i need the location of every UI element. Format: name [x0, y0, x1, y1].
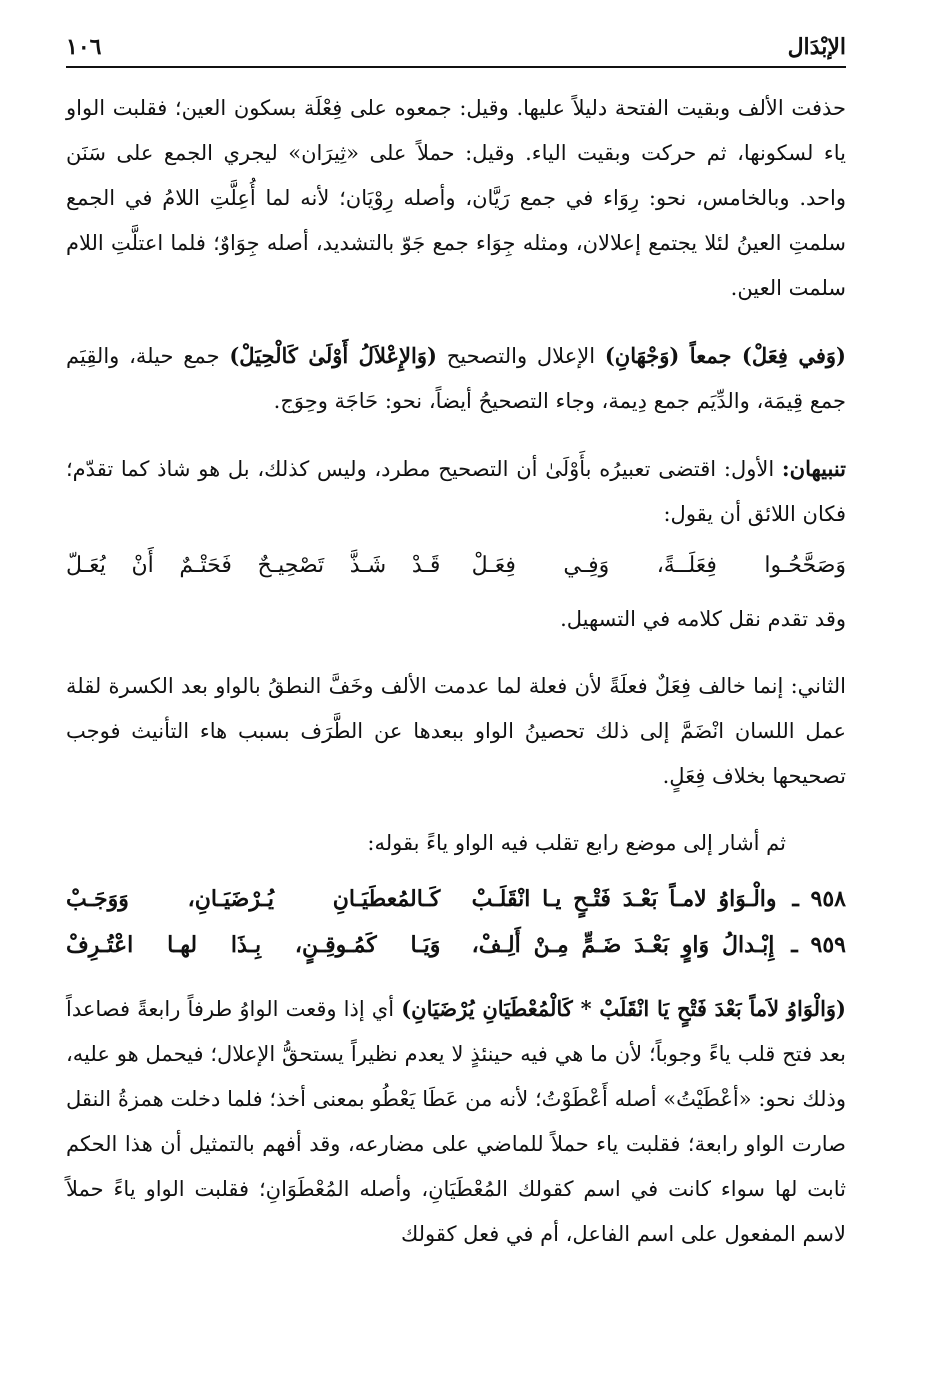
notes-heading: تنبيهان:: [781, 456, 846, 481]
paragraph-2: [66, 333, 846, 424]
verse-first-hemistich: وَصَحَّحُـوا فِعَلَــةً، وَفِـي فِعَـلْ: [471, 553, 846, 578]
verse-first-hemistich: [472, 876, 846, 922]
paragraph-text: الثاني: إنما خالف فِعَلٌ فعلَةً لأن فعلة لما عدمت الألف وخَفَّ النطقُ بالواو بعد الكسرة لقلة عمل اللسان انْضَمَّ إلى ذلك تحصينُ الواو ببعدها عن الطَّرَف بسبب هاء التأنيث فوجب تصحيحها بخلاف فِعَلٍ.: [66, 674, 846, 788]
paragraph-text: وقد تقدم نقل كلامه في التسهيل.: [560, 607, 846, 631]
commentary-text: الإعلال والتصحيح: [436, 344, 605, 368]
verse-second-hemistich: كَـالمُعطَيَـانِ يُـرْضَيَـانِ، وَوَجَـبْ: [66, 886, 441, 912]
commentary-text: الأول: اقتضى تعبيرُه بأَوْلَىٰ أن التصحيح مطرد، وليس كذلك، بل هو شاذ كما تقدّم؛ فكان اللائق أن يقول:: [66, 457, 846, 526]
paragraph-7: [66, 986, 846, 1257]
alfiya-verse-959: [66, 922, 846, 968]
alfiya-verse-958: [66, 876, 846, 922]
paragraph-5: [66, 664, 846, 799]
paragraph-text: حذفت الألف وبقيت الفتحة دليلاً عليها. وقيل: جمعوه على فِعْلَة بسكون العين؛ فقلبت الواو ياء لسكونها، ثم حركت وبقيت الياء. وقيل: حملاً على «ثِيرَان» ليجري الجمع على سَنَن واحد. وبالخامس، نحو: رِوَاء في جمع رَيَّان، وأصله رِوْيَان؛ لأنه لما أُعِلَّتِ اللامُ في الجمع سلمتِ العينُ لئلا يجتمع إعلالان، ومثله جِوَاء جمع جَوّ بالتشديد، أصله جِوَاوٌ؛ فلما اعتلَّتِ اللام سلمت العين.: [66, 96, 846, 300]
verse-text: والْـوَاوُ لامـاً بَعْـدَ فَتْـحٍ يـا انْقَلَـبْ: [471, 886, 777, 912]
matn-quote: (وَالإِعْلاَلُ أَوْلَىٰ كَالْحِيَلْ): [229, 343, 437, 368]
commentary-text: أي إذا وقعت الواوُ طرفاً رابعةً فصاعداً بعد فتح قلب ياءً وجوباً؛ لأن ما هي فيه حينئذٍ لا يعدم نظيراً يستحقُّ الإعلال؛ فيحمل هو عليه، وذلك نحو: «أعْطَيْتُ» أصله أَعْطَوْتُ؛ لأنه من عَطَا يَعْطُو بمعنى أخذ؛ فلما دخلت همزةُ النقل صارت الواو رابعة؛ فقلبت ياء حملاً للماضي على مضارعه، وقد أفهم بالتمثيل أن هذا الحكم ثابت لها سواء كانت في اسم كقولك المُعْطَيَانِ، وأصله المُعْطَوَانِ؛ فقلبت الواو ياءً حملاً لاسم المفعول على اسم الفاعل، أم في فعل كقولك: [66, 997, 846, 1246]
paragraph-text: [66, 986, 846, 1257]
paragraph-4: [66, 597, 846, 642]
page-number: ١٠٦: [66, 34, 102, 60]
paragraph-text: ثم أشار إلى موضع رابع تقلب فيه الواو ياءً بقوله:: [367, 831, 786, 855]
matn-quote: (وَالْوَاوُ لاَماً بَعْدَ فَتْحٍ يَا انْقَلَبْ * كَالْمُعْطَيَانِ يُرْضَيَانِ): [401, 996, 846, 1021]
verse-text: إِبْـدالُ وَاوٍ بَعْـدَ ضَـمٍّ مِـنْ أَلِـفْ،: [471, 932, 775, 958]
verse-number: ٩٥٩ ـ: [791, 932, 846, 958]
paragraph-3: [66, 446, 846, 537]
paragraph-text: [66, 446, 846, 537]
verse-first-hemistich: [472, 922, 846, 968]
page-header: [66, 30, 846, 68]
paragraph-6: [66, 821, 846, 866]
verse-line: [66, 543, 846, 589]
paragraph-1: [66, 86, 846, 311]
commentary-text: جمع حيلة، والقِيَم جمع قِيمَة، والدِّيَم جمع دِيمة، وجاء التصحيحُ أيضاً، نحو: حَاجَة وحِوَج.: [66, 344, 846, 413]
alfiya-verses: [66, 876, 846, 968]
verse-second-hemistich: وَيَـا كَمُـوقِـنٍ، بِـذَا لهـا اعْتُـرِفْ: [66, 932, 441, 958]
verse-second-hemistich: قَـدْ شَـذَّ تَصْحِيـحٌ فَحَتْـمٌ أَنْ يُعَـلّ: [66, 553, 441, 578]
verse-number: ٩٥٨ ـ: [792, 886, 846, 912]
matn-quote: (وَفي فِعَلْ) جمعاً (وَجْهَانِ): [604, 343, 846, 368]
running-title: الإبْدَال: [787, 34, 846, 60]
paragraph-text: [66, 333, 846, 424]
document-page: [66, 30, 846, 1257]
